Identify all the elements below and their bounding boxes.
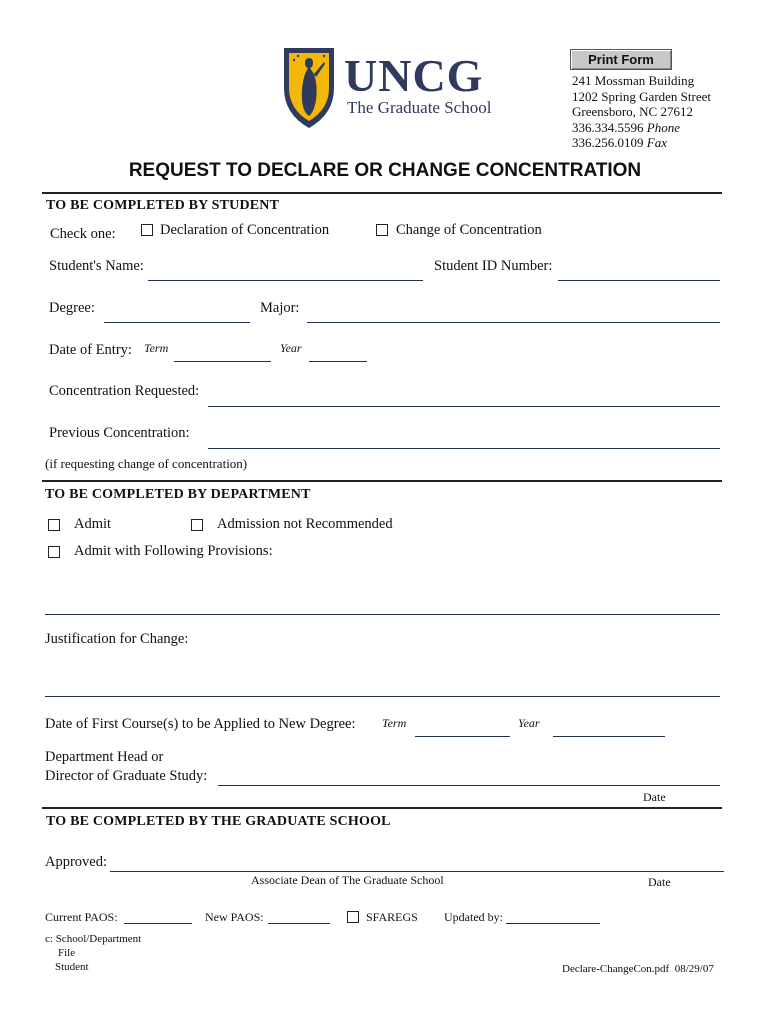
- first-course-label: Date of First Course(s) to be Applied to New Degree:: [45, 716, 356, 732]
- entry-year-label: Year: [280, 341, 302, 355]
- address-line-2: 1202 Spring Garden Street: [572, 88, 712, 104]
- cc-student: Student: [55, 961, 89, 973]
- declaration-label: Declaration of Concentration: [160, 222, 330, 238]
- phone-line: 336.334.5596 Phone: [572, 119, 680, 135]
- provisions-field[interactable]: [45, 614, 720, 615]
- approval-date-label: Date: [648, 875, 671, 889]
- date-of-entry-label: Date of Entry:: [49, 342, 132, 358]
- school-name: The Graduate School: [347, 98, 492, 117]
- fax-line: 336.256.0109 Fax: [572, 135, 667, 150]
- director-label: Director of Graduate Study:: [45, 768, 208, 784]
- new-paos-field[interactable]: [268, 923, 330, 924]
- justification-field[interactable]: [45, 696, 720, 697]
- first-course-year-field[interactable]: [553, 736, 665, 737]
- change-checkbox[interactable]: [376, 224, 388, 236]
- first-course-term-label: Term: [382, 716, 407, 730]
- entry-term-field[interactable]: [174, 361, 271, 362]
- first-course-term-field[interactable]: [415, 736, 510, 737]
- director-date-label: Date: [643, 790, 666, 804]
- previous-concentration-field[interactable]: [208, 448, 720, 449]
- logo-wordmark: UNCG: [344, 50, 484, 101]
- cc-school-department: c: School/Department: [45, 933, 142, 945]
- student-id-label: Student ID Number:: [434, 258, 553, 274]
- title-divider: [42, 192, 722, 194]
- first-course-year-label: Year: [518, 716, 540, 730]
- address-block: [572, 73, 711, 151]
- admit-checkbox[interactable]: [48, 519, 60, 531]
- provisions-label: Admit with Following Provisions:: [74, 543, 273, 559]
- entry-year-field[interactable]: [309, 361, 367, 362]
- change-note: (if requesting change of concentration): [45, 456, 248, 471]
- student-section-heading: TO BE COMPLETED BY STUDENT: [46, 198, 280, 213]
- check-one-label: Check one:: [50, 226, 116, 242]
- updated-by-field[interactable]: [506, 923, 600, 924]
- entry-term-label: Term: [144, 341, 169, 355]
- cc-list: [45, 932, 141, 974]
- major-field[interactable]: [307, 322, 720, 323]
- updated-by-label: Updated by:: [444, 910, 503, 924]
- sfaregs-label: SFAREGS: [366, 910, 418, 924]
- associate-dean-label: Associate Dean of The Graduate School: [251, 873, 444, 887]
- department-section-heading: TO BE COMPLETED BY DEPARTMENT: [45, 487, 311, 502]
- concentration-requested-label: Concentration Requested:: [49, 383, 200, 399]
- not-recommended-label: Admission not Recommended: [217, 516, 393, 532]
- cc-file: File: [58, 947, 76, 959]
- student-id-field[interactable]: [558, 280, 720, 281]
- page-title: REQUEST TO DECLARE OR CHANGE CONCENTRATION: [128, 160, 642, 181]
- approved-signature-field[interactable]: [110, 871, 724, 872]
- sfaregs-checkbox[interactable]: [347, 911, 359, 923]
- concentration-requested-field[interactable]: [208, 406, 720, 407]
- uncg-shield-logo: [280, 44, 338, 130]
- provisions-checkbox[interactable]: [48, 546, 60, 558]
- current-paos-label: Current PAOS:: [45, 910, 118, 924]
- previous-concentration-label: Previous Concentration:: [49, 425, 190, 441]
- degree-field[interactable]: [104, 322, 250, 323]
- new-paos-label: New PAOS:: [205, 910, 264, 924]
- director-signature-field[interactable]: [218, 785, 720, 786]
- not-recommended-checkbox[interactable]: [191, 519, 203, 531]
- approved-label: Approved:: [45, 854, 108, 870]
- change-label: Change of Concentration: [396, 222, 542, 238]
- degree-label: Degree:: [49, 300, 95, 316]
- document-id: Declare-ChangeCon.pdf 08/29/07: [562, 963, 714, 975]
- student-name-label: Student's Name:: [49, 258, 144, 274]
- current-paos-field[interactable]: [124, 923, 192, 924]
- justification-label: Justification for Change:: [45, 631, 189, 647]
- major-label: Major:: [260, 300, 300, 316]
- graduate-divider: [42, 807, 722, 809]
- department-head-label: Department Head or: [45, 749, 164, 765]
- address-line-3: Greensboro, NC 27612: [572, 104, 693, 119]
- address-line-1: 241 Mossman Building: [572, 73, 695, 88]
- declaration-checkbox[interactable]: [141, 224, 153, 236]
- department-divider: [42, 480, 722, 482]
- graduate-section-heading: TO BE COMPLETED BY THE GRADUATE SCHOOL: [46, 814, 391, 829]
- admit-label: Admit: [74, 516, 112, 532]
- student-name-field[interactable]: [148, 280, 423, 281]
- print-form-button[interactable]: Print Form: [570, 49, 672, 70]
